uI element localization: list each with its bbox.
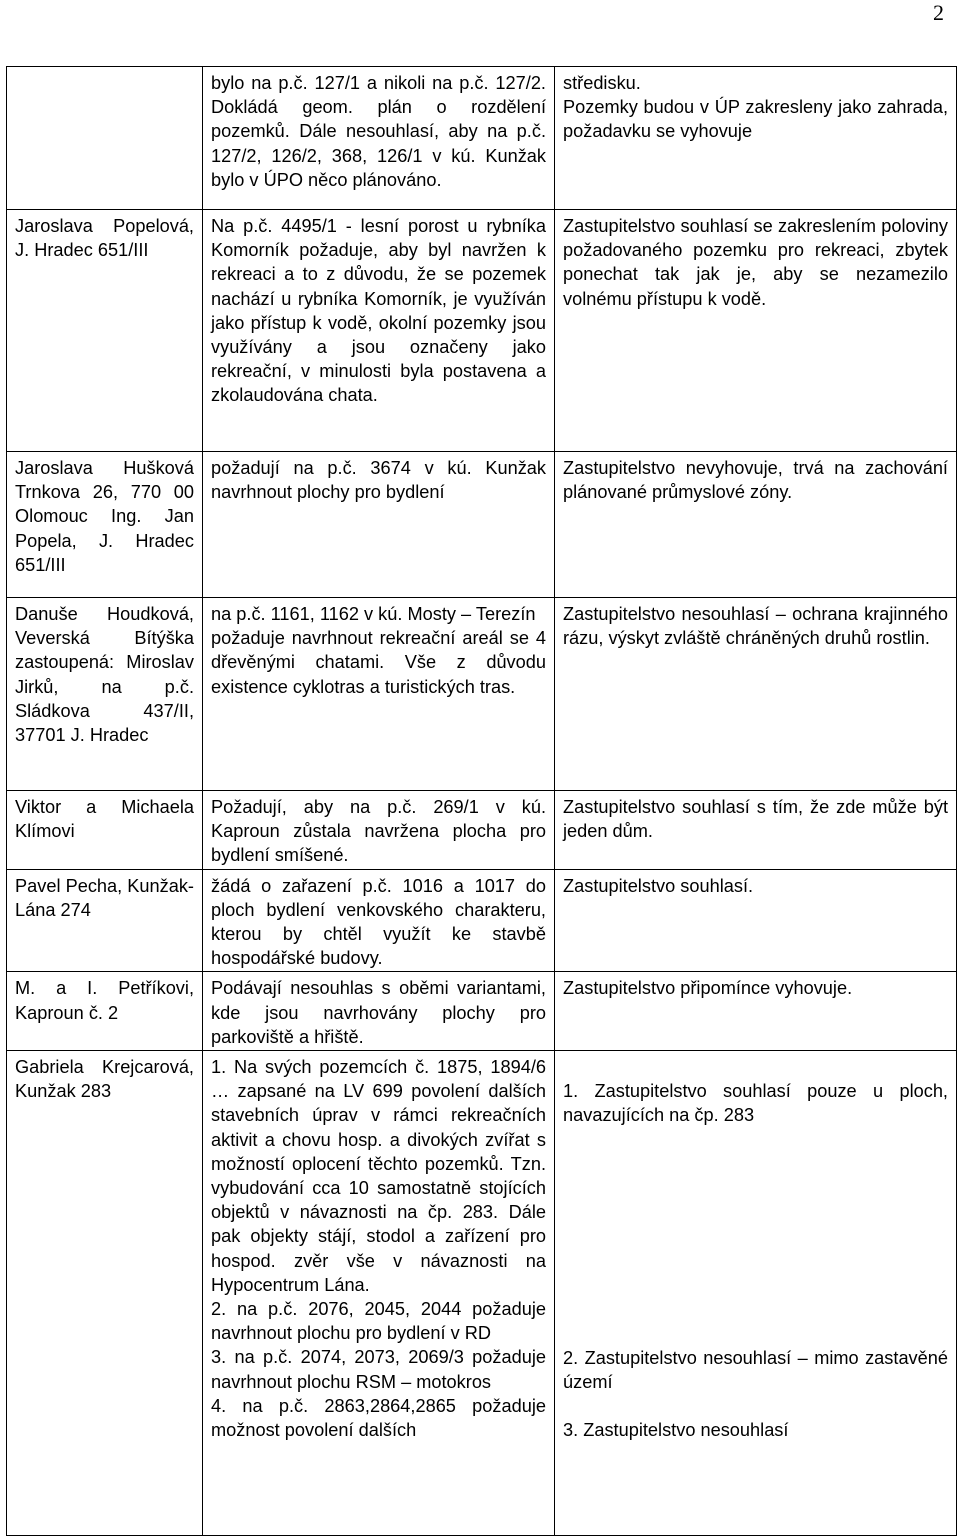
cell-response [555,1051,957,1536]
spacer [563,1128,948,1346]
cell-request [203,452,555,598]
table-row [7,598,957,791]
comments-table [6,66,957,1536]
cell-name: Danuše Houdková, Veverská Bítýška zastoupená: Miroslav Jirků, na p.č. Sládkova 437/II, 37701 J. Hradec [7,598,203,791]
response-text: Zastupitelstvo nesouhlasí – ochrana krajinného rázu, výskyt zvláště chráněných druhů rostlin. [563,604,948,649]
cell-response [555,972,957,1051]
cell-request [203,210,555,452]
request-text: 1. Na svých pozemcích č. 1875, 1894/6 … zapsané na LV 699 povolení dalších stavebních úprav v rámci rekreačních aktivit a chovu hosp. a divokých zvířat s možností oplocení těchto pozemků. Tzn. vybudování cca 10 samostatně stojících objektů v návaznosti na čp. 283. Dále pak objekty stájí, stodol a zařízení pro hospod. zvěr vše v návaznosti na Hypocentrum Lána. [211,1057,546,1295]
response-text: Zastupitelstvo souhlasí se zakreslením poloviny požadovaného pozemku pro rekreaci, zbytek ponechat tak jak je, aby se nezamezilo volnému přístupu k vodě. [563,216,948,309]
cell-request [203,972,555,1051]
request-text: Podávají nesouhlas s oběmi variantami, kde jsou navrhovány plochy pro parkoviště a hřiště. [211,978,546,1047]
response-text: Zastupitelstvo nevyhovuje, trvá na zachování plánované průmyslové zóny. [563,458,948,503]
table-row [7,972,957,1051]
response-text: Zastupitelstvo souhlasí. [563,875,754,896]
response-text: středisku. [563,73,641,93]
table-row [7,869,957,972]
spacer [563,1394,948,1418]
request-text: 4. na p.č. 2863,2864,2865 požaduje možnost povolení dalších [211,1395,546,1441]
request-text: 2. na p.č. 2076, 2045, 2044 požaduje navrhnout plochu pro bydlení v RD [211,1299,546,1344]
table-row [7,67,957,210]
cell-request [203,1051,555,1536]
spacer [563,1055,948,1079]
response-text: 3. Zastupitelstvo nesouhlasí [563,1420,789,1441]
cell-name: Pavel Pecha, Kunžak-Lána 274 [7,869,203,972]
response-text: Zastupitelstvo připomínce vyhovuje. [563,978,853,999]
cell-response [555,598,957,791]
cell-name: Jaroslava Popelová, J. Hradec 651/III [7,210,203,452]
cell-response [555,210,957,452]
request-text: Požadují, aby na p.č. 269/1 v kú. Kaproun zůstala navržena plocha pro bydlení smíšené. [211,797,546,866]
table-row [7,452,957,598]
request-text: na p.č. 1161, 1162 v kú. Mosty – Terezín [211,604,536,624]
request-text: 3. na p.č. 2074, 2073, 2069/3 požaduje navrhnout plochu RSM – motokros [211,1347,546,1392]
response-text: Pozemky budou v ÚP zakresleny jako zahrada, požadavku se vyhovuje [563,97,948,142]
cell-request [203,869,555,972]
cell-response [555,869,957,972]
response-text: 1. Zastupitelstvo souhlasí pouze u ploch, navazujících na čp. 283 [563,1081,948,1126]
cell-request [203,598,555,791]
request-text: Na p.č. 4495/1 - lesní porost u rybníka Komorník požaduje, aby byl navržen k rekreaci a to z důvodu, že se pozemek nachází u rybníka Komorník, je využíván jako přístup k vodě, okolní pozemky jsou využívány a jsou označeny jako rekreační, v minulosti byla postavena a zkolaudována chata. [211,216,546,406]
cell-request [203,791,555,870]
table-row [7,1051,957,1536]
cell-response [555,791,957,870]
cell-name: Gabriela Krejcarová, Kunžak 283 [7,1051,203,1536]
response-text: Zastupitelstvo souhlasí s tím, že zde může být jeden dům. [563,797,948,842]
request-text: požadují na p.č. 3674 v kú. Kunžak navrhnout plochy pro bydlení [211,458,546,503]
table-row [7,210,957,452]
cell-response [555,452,957,598]
cell-response [555,67,957,210]
cell-name: Viktor a Michaela Klímovi [7,791,203,870]
cell-name: Jaroslava Hušková Trnkova 26, 770 00 Olomouc Ing. Jan Popela, J. Hradec 651/III [7,452,203,598]
table-row [7,791,957,870]
cell-name: M. a I. Petříkovi, Kaproun č. 2 [7,972,203,1051]
response-text: 2. Zastupitelstvo nesouhlasí – mimo zastavěné území [563,1347,948,1392]
request-text: požaduje navrhnout rekreační areál se 4 dřevěnými chatami. Vše z důvodu existence cyklotras a turistických tras. [211,628,546,697]
cell-name [7,67,203,210]
request-text: bylo na p.č. 127/1 a nikoli na p.č. 127/2. Dokládá geom. plán o rozdělení pozemků. Dále nesouhlasí, aby na p.č. 127/2, 126/2, 368, 126/1 v kú. Kunžak bylo v ÚPO něco plánováno. [211,73,546,190]
request-text: žádá o zařazení p.č. 1016 a 1017 do ploch bydlení venkovského charakteru, kterou by chtěl využít ke stavbě hospodářské budovy. [211,875,546,969]
page-number: 2 [933,0,944,25]
cell-request [203,67,555,210]
